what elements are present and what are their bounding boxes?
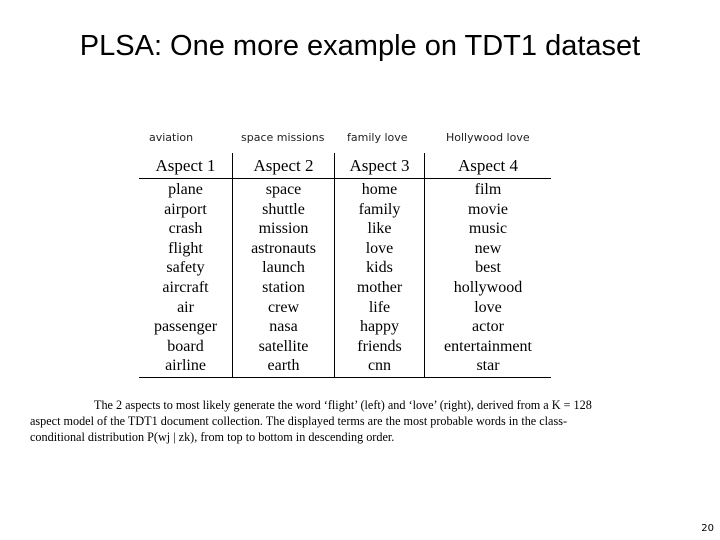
table-cell: air	[177, 298, 194, 316]
aspects-table	[139, 153, 551, 378]
table-cell: hollywood	[453, 278, 523, 296]
figure-caption	[30, 397, 670, 445]
table-cell: mission	[233, 219, 335, 239]
table-cell: satellite	[233, 337, 335, 357]
table-cell: shuttle	[233, 200, 335, 220]
table-cell: board	[167, 337, 204, 355]
page-number: 20	[701, 523, 714, 534]
table-cell: airline	[139, 356, 233, 377]
header-aspect-4: Aspect 4	[425, 153, 552, 179]
table-cell: astronauts	[233, 239, 335, 259]
table-cell: family	[335, 200, 425, 220]
table-cell: love	[335, 239, 425, 259]
table-cell: safety	[166, 259, 205, 277]
table-row	[139, 258, 551, 278]
table-cell: life	[335, 298, 425, 318]
table-cell: crash	[168, 220, 203, 238]
table-cell: aircraft	[162, 278, 209, 296]
header-aspect-2: Aspect 2	[233, 153, 335, 179]
table-row	[139, 337, 551, 357]
table-cell: station	[233, 278, 335, 298]
table-cell: movie	[468, 200, 508, 218]
table-cell: new	[474, 239, 502, 257]
table-cell: happy	[335, 317, 425, 337]
table-row	[139, 356, 551, 377]
table-cell: airport	[164, 200, 207, 218]
table-cell: entertainment	[444, 337, 532, 355]
table-cell: space	[233, 179, 335, 200]
header-aspect-1: Aspect 1	[139, 153, 233, 179]
table-header-row	[139, 153, 551, 179]
table-row	[139, 239, 551, 259]
table-row	[139, 317, 551, 337]
slide-title: PLSA: One more example on TDT1 dataset	[79, 30, 641, 62]
header-aspect-3: Aspect 3	[335, 153, 425, 179]
table-row	[139, 200, 551, 220]
topic-label-aviation: aviation	[149, 131, 194, 144]
caption-line-2: aspect model of the TDT1 document collection. The displayed terms are the most probable words in the class-	[30, 414, 568, 428]
table-cell: earth	[233, 356, 335, 377]
table-cell: cnn	[335, 356, 425, 377]
table-cell: flight	[168, 239, 203, 257]
caption-line-1: The 2 aspects to most likely generate the word ‘flight’ (left) and ‘love’ (right), derived from a K = 128	[94, 398, 592, 412]
table-cell: actor	[472, 318, 504, 336]
table-row	[139, 298, 551, 318]
table-cell: kids	[335, 258, 425, 278]
topic-label-hollywood-love: Hollywood love	[446, 131, 530, 144]
topic-label-space-missions: space missions	[241, 131, 325, 144]
table-row	[139, 278, 551, 298]
table-cell: love	[474, 298, 502, 316]
table-cell: passenger	[153, 318, 218, 336]
table-cell: film	[474, 181, 502, 198]
topic-label-family-love: family love	[347, 131, 408, 144]
table-cell: plane	[168, 181, 203, 198]
table-cell: star	[425, 356, 552, 377]
table-cell: mother	[335, 278, 425, 298]
table-cell: crew	[233, 298, 335, 318]
table-cell: best	[475, 259, 501, 277]
table-cell: friends	[335, 337, 425, 357]
caption-line-3: conditional distribution P(wj | zk), from top to bottom in descending order.	[30, 430, 395, 444]
table-cell: launch	[233, 258, 335, 278]
table-cell: home	[335, 179, 425, 200]
table-cell: nasa	[233, 317, 335, 337]
table-row	[139, 219, 551, 239]
table-cell: music	[468, 220, 508, 238]
table-cell: like	[335, 219, 425, 239]
table-row	[139, 179, 551, 200]
